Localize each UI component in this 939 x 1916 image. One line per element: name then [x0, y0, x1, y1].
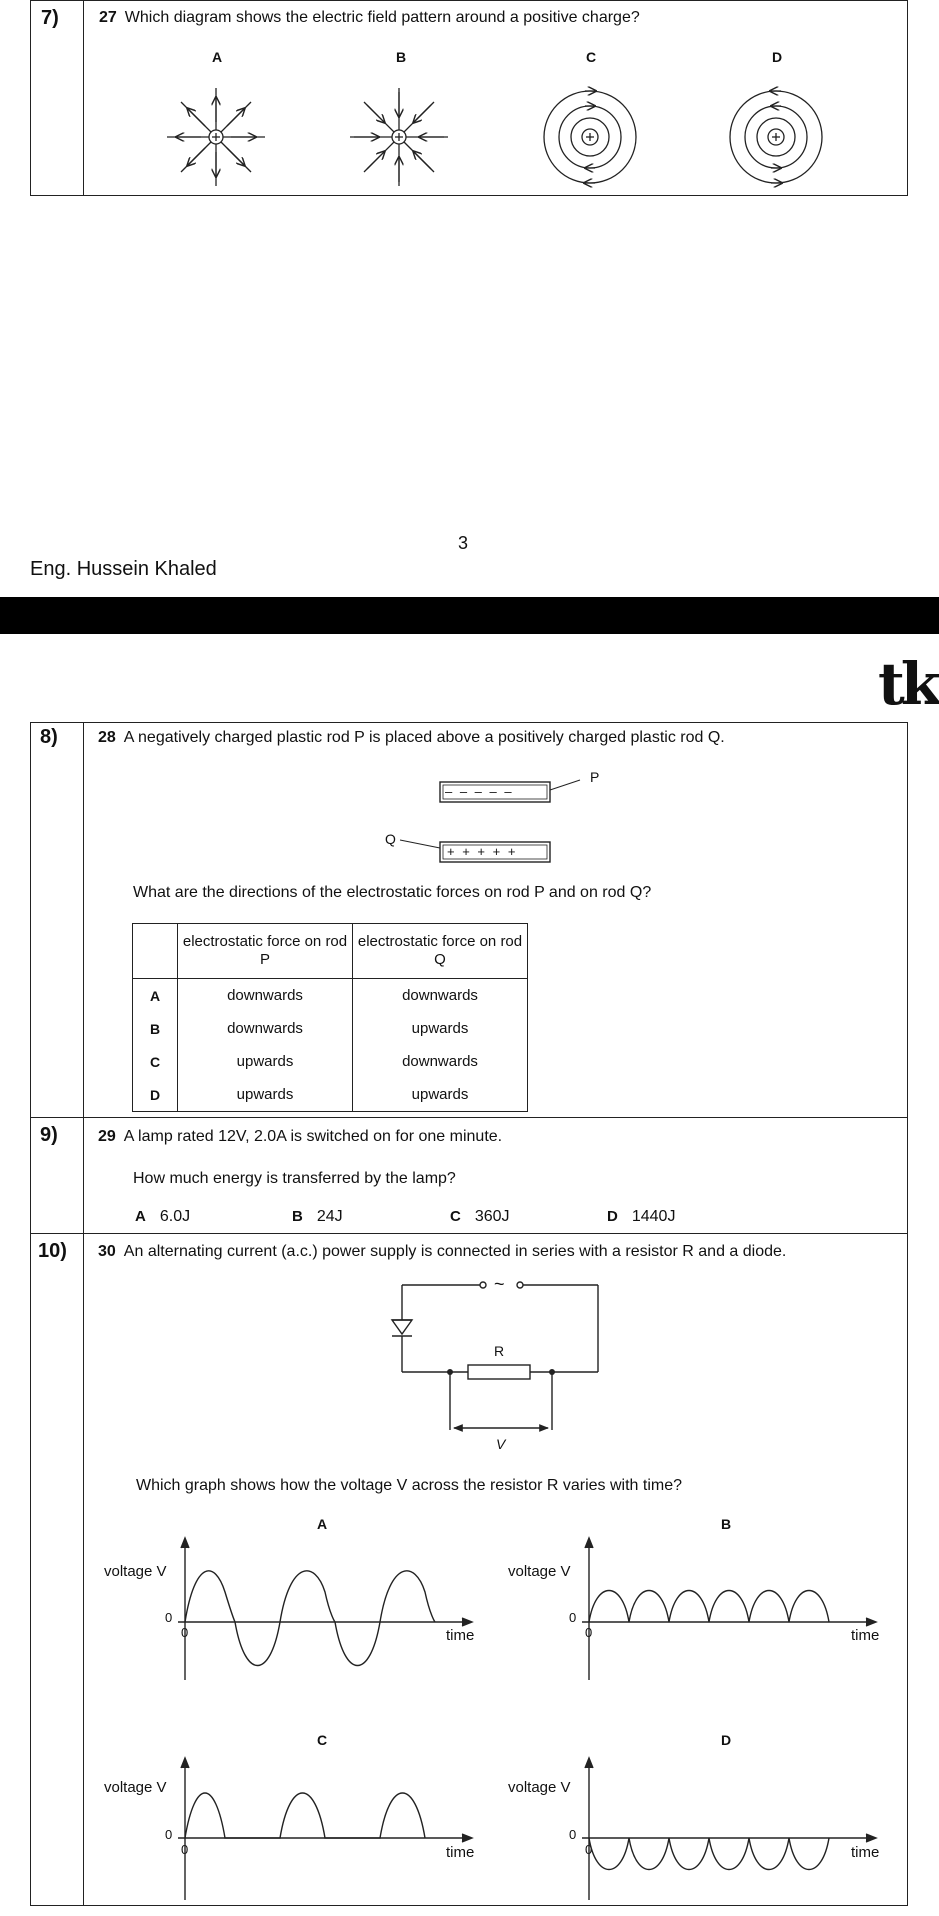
question-number-column [31, 723, 84, 1905]
question-7-number: 7) [41, 7, 59, 29]
option-label: C [450, 1208, 461, 1225]
option-label: B [292, 1208, 303, 1225]
question-8-stem: A negatively charged plastic rod P is placed above a positively charged plastic rod Q. [123, 729, 725, 746]
table-row [133, 1045, 528, 1078]
q9-option-a [135, 1208, 190, 1226]
graph-c-ylabel: voltage V [104, 1779, 167, 1796]
cell-q: upwards [353, 1012, 528, 1045]
resistor-label: R [494, 1343, 505, 1359]
question-8-number: 8) [40, 726, 58, 748]
cell-q: upwards [353, 1078, 528, 1112]
q9-option-d [607, 1208, 675, 1226]
graph-b-zero-y: 0 [569, 1610, 577, 1625]
question-9-question: How much energy is transferred by the lamp? [133, 1170, 456, 1187]
rod-p-charges: – – – – – [445, 784, 514, 799]
graph-b-zero-x: 0 [585, 1625, 593, 1640]
rod-q-label: Q [385, 831, 396, 847]
q9-divider [30, 1117, 908, 1118]
row-label-a: A [133, 979, 178, 1013]
question-7-stem: Which diagram shows the electric field pattern around a positive charge? [124, 9, 640, 26]
row-label-c: C [133, 1045, 178, 1078]
option-label: A [135, 1208, 146, 1225]
diagram-d-circular-field [730, 91, 822, 183]
graph-d-zero-y: 0 [569, 1827, 577, 1842]
cell-p: upwards [178, 1078, 353, 1112]
option-value: 24J [316, 1208, 343, 1225]
diagram-b-inward-field [350, 88, 448, 186]
graph-b-xlabel: time [851, 1627, 880, 1644]
graph-label-b: B [720, 1516, 732, 1532]
graph-c-xlabel: time [446, 1844, 475, 1861]
question-9-text [98, 1128, 502, 1146]
table-row [133, 1012, 528, 1045]
graph-label-c: C [316, 1732, 328, 1748]
option-value: 6.0J [159, 1208, 191, 1225]
graph-a-zero-x: 0 [181, 1625, 189, 1640]
graph-a-ylabel: voltage V [104, 1563, 167, 1580]
graph-c-zero-x: 0 [181, 1842, 189, 1857]
option-value: 1440J [631, 1208, 676, 1225]
question-8-qno: 28 [98, 729, 116, 746]
q7-label-c: C [585, 49, 597, 65]
question-10-qno: 30 [98, 1243, 116, 1260]
question-10-stem: An alternating current (a.c.) power supply is connected in series with a resistor R and a diode. [123, 1243, 787, 1260]
graph-c-zero-y: 0 [165, 1827, 173, 1842]
q7-label-b: B [395, 49, 407, 65]
header-force-p: electrostatic force on rod P [178, 924, 353, 979]
row-label-b: B [133, 1012, 178, 1045]
q10-divider [30, 1233, 908, 1234]
question-10-number: 10) [38, 1240, 67, 1262]
question-7-qno: 27 [99, 9, 117, 26]
graph-d-negative-rectified-wave [574, 1750, 884, 1900]
page-separator-bar [0, 597, 939, 634]
graph-c-half-wave [170, 1750, 480, 1900]
graph-label-d: D [720, 1732, 732, 1748]
graph-b-ylabel: voltage V [508, 1563, 571, 1580]
row-label-d: D [133, 1078, 178, 1112]
graph-a-zero-y: 0 [165, 1610, 173, 1625]
question-10-question: Which graph shows how the voltage V across the resistor R varies with time? [136, 1477, 683, 1494]
table-corner [133, 924, 178, 979]
forces-table [132, 923, 528, 1112]
question-8-text [98, 729, 725, 747]
graph-label-a: A [316, 1516, 328, 1532]
question-9-number: 9) [40, 1124, 58, 1146]
question-10-text [98, 1243, 786, 1261]
page-number: 3 [458, 533, 469, 553]
q7-label-d: D [771, 49, 783, 65]
diagram-a-outward-field [167, 88, 265, 186]
cell-p: upwards [178, 1045, 353, 1078]
question-8-question: What are the directions of the electrostatic forces on rod P and on rod Q? [133, 884, 652, 901]
option-value: 360J [474, 1208, 510, 1225]
rod-q-charges: + + + + + [447, 844, 518, 859]
graph-d-zero-x: 0 [585, 1842, 593, 1857]
author-name: Eng. Hussein Khaled [30, 558, 217, 580]
table-row [133, 979, 528, 1013]
cell-q: downwards [353, 1045, 528, 1078]
diagram-c-circular-field [544, 91, 636, 183]
question-9-stem: A lamp rated 12V, 2.0A is switched on for one minute. [123, 1128, 503, 1145]
voltage-label: V [496, 1436, 506, 1452]
q9-option-b [292, 1208, 343, 1226]
cell-p: downwards [178, 1012, 353, 1045]
option-label: D [607, 1208, 618, 1225]
graph-d-xlabel: time [851, 1844, 880, 1861]
q9-option-c [450, 1208, 510, 1226]
graph-a-xlabel: time [446, 1627, 475, 1644]
cell-p: downwards [178, 979, 353, 1013]
brand-logo: tk [878, 650, 937, 718]
ac-supply-symbol: ~ [494, 1274, 505, 1294]
question-9-qno: 29 [98, 1128, 116, 1145]
table-row [133, 1078, 528, 1112]
q10-circuit-diagram [380, 1270, 620, 1460]
q7-field-diagrams [0, 0, 939, 200]
rod-p-label: P [590, 769, 600, 785]
cell-q: downwards [353, 979, 528, 1013]
graph-d-ylabel: voltage V [508, 1779, 571, 1796]
graph-a-full-wave [170, 1530, 480, 1680]
resistor-icon [468, 1365, 530, 1379]
diode-icon [392, 1320, 412, 1334]
q7-label-a: A [211, 49, 223, 65]
header-force-q: electrostatic force on rod Q [353, 924, 528, 979]
graph-b-rectified-wave [574, 1530, 884, 1680]
